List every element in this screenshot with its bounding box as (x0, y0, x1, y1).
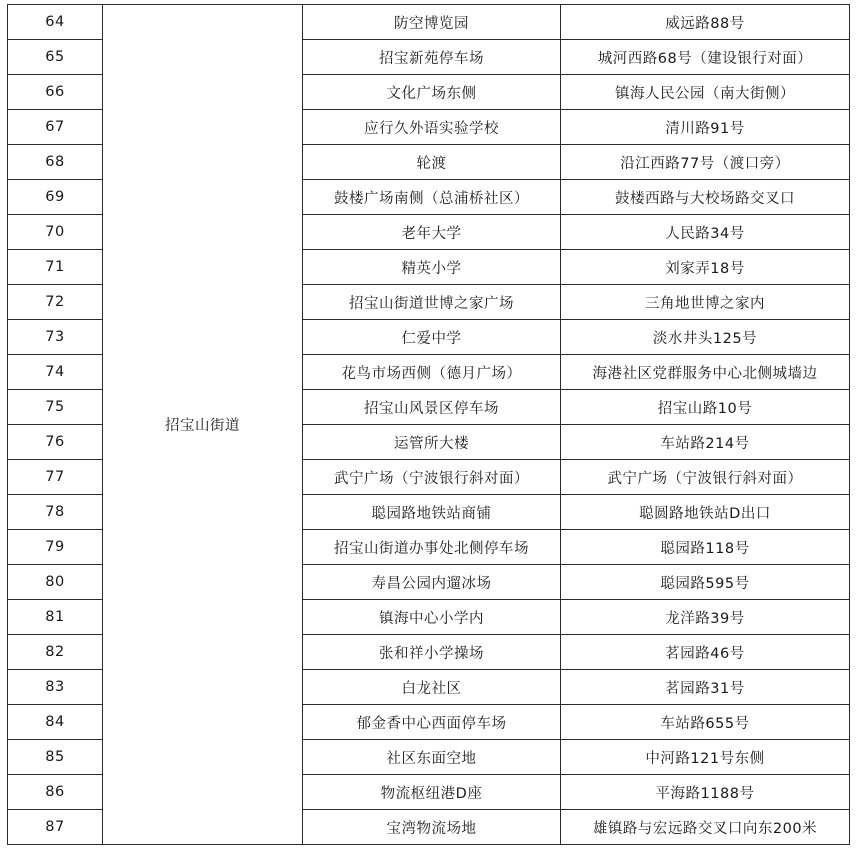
row-number: 67 (8, 110, 103, 145)
site-location: 张和祥小学操场 (303, 635, 561, 670)
row-number: 73 (8, 320, 103, 355)
site-location: 仁爱中学 (303, 320, 561, 355)
site-address: 镇海人民公园（南大街侧） (561, 75, 850, 110)
site-location: 老年大学 (303, 215, 561, 250)
site-location: 镇海中心小学内 (303, 600, 561, 635)
site-address: 车站路214号 (561, 425, 850, 460)
site-address: 三角地世博之家内 (561, 285, 850, 320)
site-location: 寿昌公园内遛冰场 (303, 565, 561, 600)
site-address: 平海路1188号 (561, 775, 850, 810)
row-number: 78 (8, 495, 103, 530)
site-location: 宝湾物流场地 (303, 810, 561, 845)
site-location: 防空博览园 (303, 5, 561, 40)
site-address: 城河西路68号（建设银行对面） (561, 40, 850, 75)
row-number: 64 (8, 5, 103, 40)
row-number: 84 (8, 705, 103, 740)
row-number: 69 (8, 180, 103, 215)
site-location: 文化广场东侧 (303, 75, 561, 110)
site-address: 茗园路46号 (561, 635, 850, 670)
row-number: 77 (8, 460, 103, 495)
site-address: 雄镇路与宏远路交叉口向东200米 (561, 810, 850, 845)
site-address: 鼓楼西路与大校场路交叉口 (561, 180, 850, 215)
site-address: 聪圆路地铁站D出口 (561, 495, 850, 530)
site-address: 清川路91号 (561, 110, 850, 145)
site-address: 车站路655号 (561, 705, 850, 740)
site-location: 招宝山风景区停车场 (303, 390, 561, 425)
site-address: 武宁广场（宁波银行斜对面） (561, 460, 850, 495)
site-address: 中河路121号东侧 (561, 740, 850, 775)
site-location: 郁金香中心西面停车场 (303, 705, 561, 740)
row-number: 70 (8, 215, 103, 250)
row-number: 74 (8, 355, 103, 390)
row-number: 68 (8, 145, 103, 180)
site-address: 刘家弄18号 (561, 250, 850, 285)
site-address: 聪园路118号 (561, 530, 850, 565)
site-location: 轮渡 (303, 145, 561, 180)
site-address: 人民路34号 (561, 215, 850, 250)
site-location: 鼓楼广场南侧（总浦桥社区） (303, 180, 561, 215)
row-number: 87 (8, 810, 103, 845)
site-address: 沿江西路77号（渡口旁） (561, 145, 850, 180)
row-number: 83 (8, 670, 103, 705)
row-number: 75 (8, 390, 103, 425)
site-location: 招宝新苑停车场 (303, 40, 561, 75)
row-number: 66 (8, 75, 103, 110)
site-address: 招宝山路10号 (561, 390, 850, 425)
row-number: 65 (8, 40, 103, 75)
row-number: 79 (8, 530, 103, 565)
site-location: 花鸟市场西侧（德月广场） (303, 355, 561, 390)
site-location: 应行久外语实验学校 (303, 110, 561, 145)
site-address: 聪园路595号 (561, 565, 850, 600)
site-location: 招宝山街道世博之家广场 (303, 285, 561, 320)
row-number: 71 (8, 250, 103, 285)
row-number: 80 (8, 565, 103, 600)
row-number: 72 (8, 285, 103, 320)
site-location: 运管所大楼 (303, 425, 561, 460)
site-location: 精英小学 (303, 250, 561, 285)
row-number: 85 (8, 740, 103, 775)
site-address: 威远路88号 (561, 5, 850, 40)
table-row (8, 5, 850, 40)
site-location: 招宝山街道办事处北侧停车场 (303, 530, 561, 565)
site-address: 茗园路31号 (561, 670, 850, 705)
row-number: 86 (8, 775, 103, 810)
site-address: 淡水井头125号 (561, 320, 850, 355)
site-address: 海港社区党群服务中心北侧城墙边 (561, 355, 850, 390)
site-address: 龙洋路39号 (561, 600, 850, 635)
site-location: 白龙社区 (303, 670, 561, 705)
row-number: 81 (8, 600, 103, 635)
site-location: 物流枢纽港D座 (303, 775, 561, 810)
street-name-cell: 招宝山街道 (103, 5, 303, 845)
site-location: 武宁广场（宁波银行斜对面） (303, 460, 561, 495)
site-list-table (7, 4, 850, 845)
table-body (8, 5, 850, 845)
site-location: 社区东面空地 (303, 740, 561, 775)
site-location: 聪园路地铁站商铺 (303, 495, 561, 530)
row-number: 76 (8, 425, 103, 460)
row-number: 82 (8, 635, 103, 670)
